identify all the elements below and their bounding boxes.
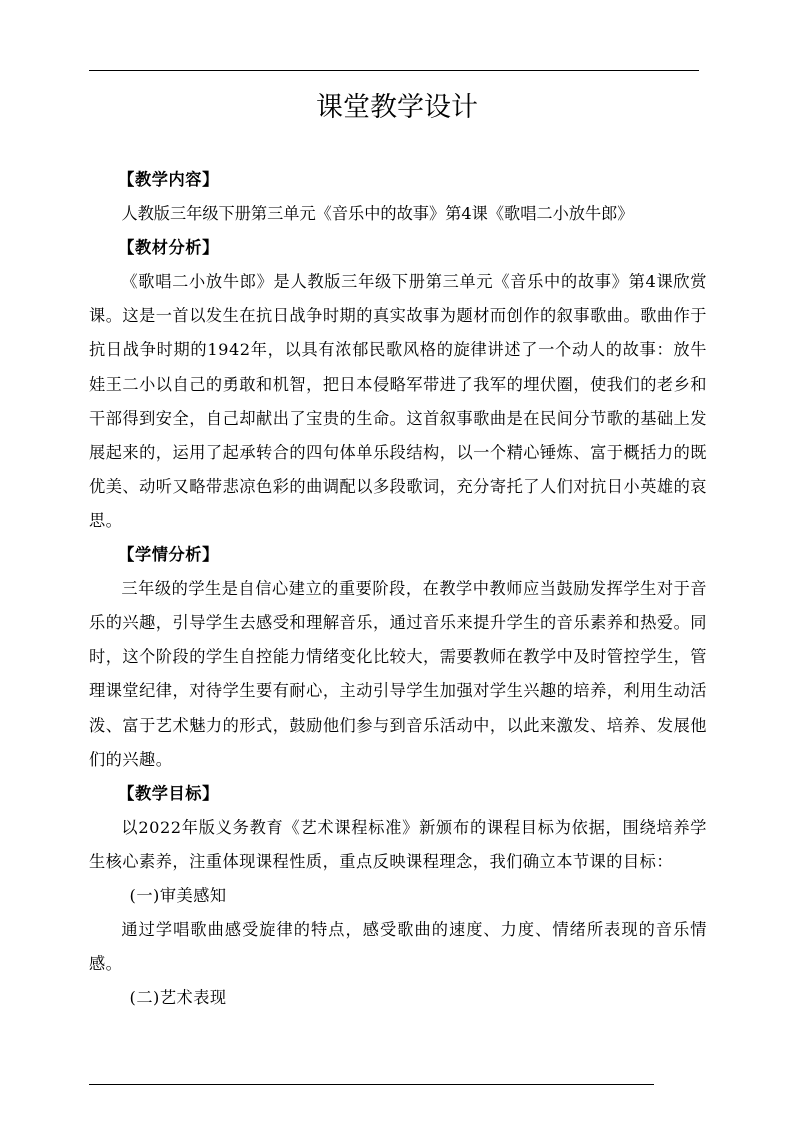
header-rule bbox=[89, 70, 699, 71]
section-heading-content: 【教学内容】 bbox=[118, 170, 219, 189]
subsection-body-aesthetic: 通过学唱歌曲感受旋律的特点，感受歌曲的速度、力度、情绪所表现的音乐情感。 bbox=[89, 920, 707, 974]
section-heading-students: 【学情分析】 bbox=[118, 545, 219, 565]
section-body-content: 人教版三年级下册第三单元《音乐中的故事》第4课《歌唱二小放牛郎》 bbox=[121, 204, 634, 224]
footer-rule bbox=[89, 1084, 654, 1085]
section-body-goals: 以2022年版义务教育《艺术课程标准》新颁布的课程目标为依据，围绕培养学生核心素养，注重体现课程性质，重点反映课程理念，我们确立本节课的目标： bbox=[89, 817, 707, 871]
section-heading-textbook: 【教材分析】 bbox=[118, 238, 219, 258]
subsection-heading-expression: (二)艺术表现 bbox=[129, 988, 227, 1008]
document-body bbox=[89, 163, 707, 1015]
document-title: 课堂教学设计 bbox=[316, 92, 478, 123]
section-body-textbook: 《歌唱二小放牛郎》是人教版三年级下册第三单元《音乐中的故事》第4课欣赏课。这是一首以发生在抗日战争时期的真实故事为题材而创作的叙事歌曲。歌曲作于抗日战争时期的1942年，以具有浓郁民歌风格的旋律讲述了一个动人的故事：放牛娃王二小以自己的勇敢和机智，把日本侵略军带进了我军的埋伏圈，使我们的老乡和干部得到安全，自己却献出了宝贵的生命。这首叙事歌曲是在民间分节歌的基础上发展起来的，运用了起承转合的四句体单乐段结构，以一个精心锤炼、富于概括力的既优美、动听又略带悲凉色彩的曲调配以多段歌词，充分寄托了人们对抗日小英雄的哀思。 bbox=[89, 272, 707, 530]
section-body-students: 三年级的学生是自信心建立的重要阶段，在教学中教师应当鼓励发挥学生对于音乐的兴趣，引导学生去感受和理解音乐，通过音乐来提升学生的音乐素养和热爱。同时，这个阶段的学生自控能力情绪变化比较大，需要教师在教学中及时管控学生，管理课堂纪律，对待学生要有耐心，主动引导学生加强对学生兴趣的培养，利用生动活泼、富于艺术魅力的形式，鼓励他们参与到音乐活动中，以此来激发、培养、发展他们的兴趣。 bbox=[89, 579, 707, 769]
subsection-heading-aesthetic: (一)审美感知 bbox=[129, 885, 227, 905]
section-heading-goals: 【教学目标】 bbox=[118, 783, 219, 803]
